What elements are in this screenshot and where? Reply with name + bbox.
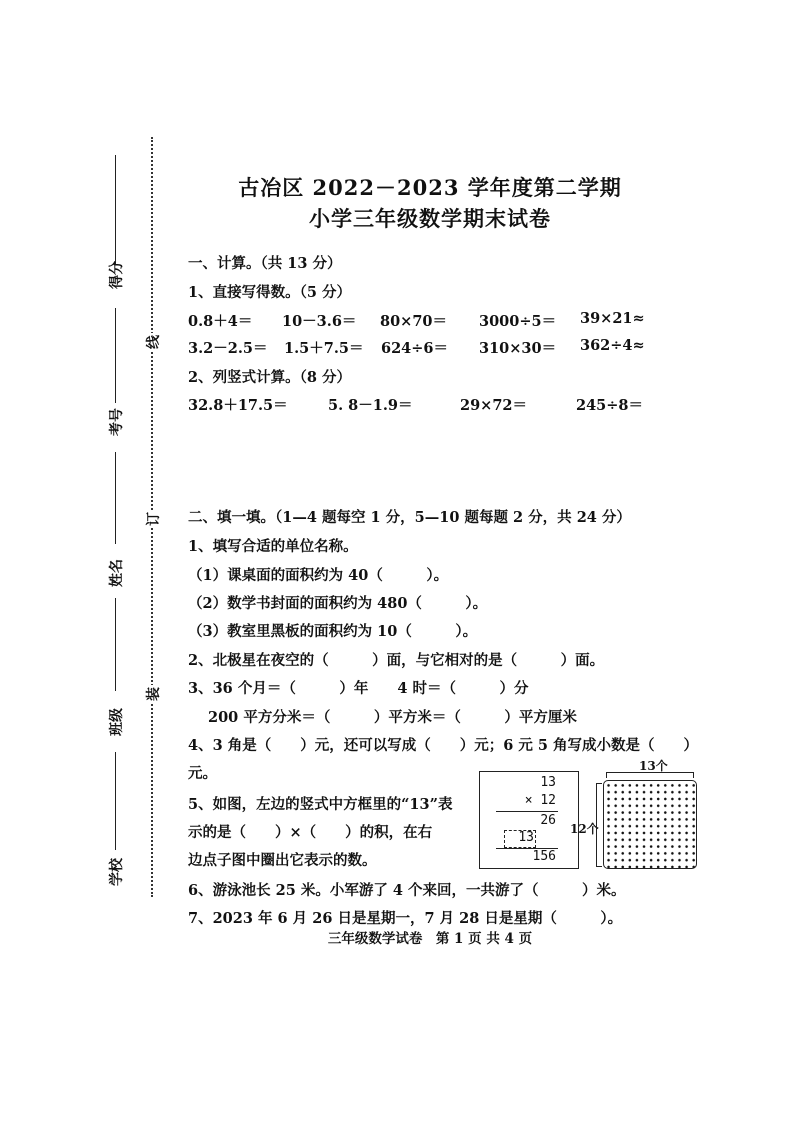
dot-grid-left-label: 12个 (570, 822, 599, 836)
calc-item: 39×21≈ (580, 310, 645, 327)
section2-q2: 2、北极星在夜空的（ ）面，与它相对的是（ ）面。 (188, 652, 605, 669)
vertical-multiplication-figure (479, 771, 579, 869)
section2-q5c: 边点子图中圈出它表示的数。 (188, 852, 377, 869)
calc-item: 362÷4≈ (580, 337, 645, 354)
class-line (115, 598, 116, 691)
calc-item: 32.8＋17.5＝ (188, 397, 288, 414)
calc-item: 10－3.6＝ (282, 313, 357, 330)
bind-char-line: 线 (143, 333, 161, 351)
section2-q1c: （3）教室里黑板的面积约为 10（ ）。 (188, 623, 478, 640)
calc-figure-product: 156 (532, 849, 556, 864)
calc-figure-multiplier: × 12 (524, 793, 556, 808)
calc-figure-partial-1: 26 (540, 813, 556, 828)
section2-q6: 6、游泳池长 25 米。小军游了 4 个来回，一共游了（ ）米。 (188, 882, 626, 899)
section2-q4a: 4、3 角是（ ）元，还可以写成（ ）元；6 元 5 角写成小数是（ ） (188, 737, 699, 754)
exam-no-label: 考号 (109, 408, 125, 436)
section2-q1: 1、填写合适的单位名称。 (188, 538, 358, 555)
name-line (115, 452, 116, 544)
exam-no-line (115, 308, 116, 403)
page-footer: 三年级数学试卷 第 1 页 共 4 页 (327, 931, 533, 947)
calc-item: 245÷8＝ (576, 397, 644, 414)
calc-figure-multiplicand: 13 (540, 775, 556, 790)
calc-item: 0.8＋4＝ (188, 313, 253, 330)
class-label: 班级 (109, 708, 125, 736)
calc-item: 1.5＋7.5＝ (284, 340, 364, 357)
calc-item: 3.2－2.5＝ (188, 340, 268, 357)
calc-item: 624÷6＝ (381, 340, 449, 357)
calc-item: 80×70＝ (380, 313, 448, 330)
dot-grid-top-brace (606, 772, 694, 778)
score-line (115, 155, 116, 265)
calc-item: 5. 8－1.9＝ (328, 397, 413, 414)
bind-char-bind: 装 (143, 685, 161, 703)
name-label: 姓名 (109, 559, 125, 587)
section2-q1a: （1）课桌面的面积约为 40（ ）。 (188, 567, 449, 584)
school-line (115, 752, 116, 850)
school-label: 学校 (109, 858, 125, 886)
dot-grid[interactable] (603, 780, 697, 869)
dot-grid-top-label: 13个 (639, 759, 668, 773)
section1-heading: 一、计算。（共 13 分） (188, 255, 342, 272)
section2-heading: 二、填一填。（1—4 题每空 1 分，5—10 题每题 2 分，共 24 分） (188, 509, 631, 526)
section2-q3b: 200 平方分米＝（ ）平方米＝（ ）平方厘米 (208, 709, 577, 726)
section2-q5a: 5、如图，左边的竖式中方框里的“13”表 (188, 796, 453, 813)
dot-grid-left-brace (596, 783, 602, 867)
score-label: 得分 (109, 261, 125, 289)
calc-figure-rule (496, 811, 558, 812)
section1-q2-heading: 2、列竖式计算。（8 分） (188, 369, 351, 386)
exam-title-1: 古冶区 2022－2023 学年度第二学期 (238, 175, 622, 200)
bind-char-order: 订 (143, 510, 161, 528)
exam-title-2: 小学三年级数学期末试卷 (309, 206, 551, 231)
section2-q7: 7、2023 年 6 月 26 日是星期一，7 月 28 日是星期（ ）。 (188, 910, 623, 927)
section2-q1b: （2）数学书封面的面积约为 480（ ）。 (188, 595, 488, 612)
calc-figure-partial-2: 13 (518, 830, 534, 845)
section2-q3a: 3、36 个月＝（ ）年 4 时＝（ ）分 (188, 680, 529, 697)
section2-q5b: 示的是（ ）×（ ）的积，在右 (188, 824, 433, 841)
calc-item: 29×72＝ (460, 397, 528, 414)
section1-q1-heading: 1、直接写得数。（5 分） (188, 284, 351, 301)
calc-item: 310×30＝ (479, 340, 557, 357)
calc-item: 3000÷5＝ (479, 313, 557, 330)
section2-q4b: 元。 (188, 765, 217, 782)
